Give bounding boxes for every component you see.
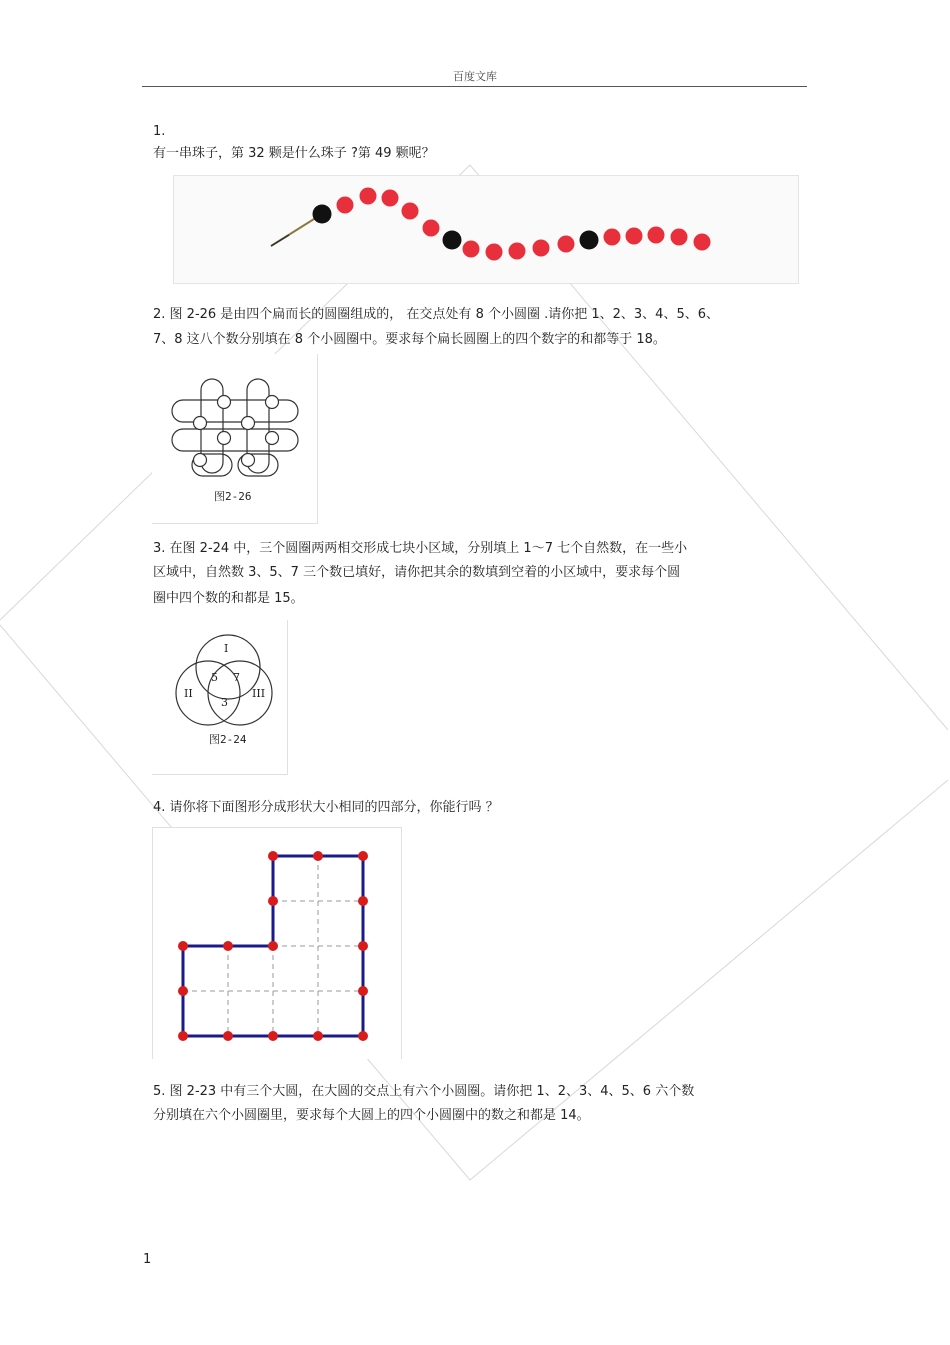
- circle-label-i: I: [224, 642, 229, 655]
- bead-red: [671, 229, 688, 246]
- q1-number: 1.: [153, 124, 166, 139]
- circle-label-iii: III: [252, 687, 266, 700]
- q2-line-2: 7、8 这八个数分别填在 8 个小圆圈中。要求每个扁长圆圈上的四个数字的和都等于 18。: [153, 332, 666, 347]
- bead-red: [463, 241, 480, 258]
- header-divider: [142, 86, 807, 87]
- q3-line-1: 3. 在图 2-24 中，三个圆圈两两相交形成七块小区域，分别填上 1～7 七个自然数，在一些小: [153, 541, 688, 556]
- bead-red: [626, 228, 643, 245]
- figure-2-26: [152, 354, 318, 524]
- bead-red: [402, 203, 419, 220]
- bead-red: [509, 243, 526, 260]
- q3-line-2: 区域中，自然数 3、5、7 三个数已填好，请你把其余的数填到空着的小区域中，要求每个圆: [153, 565, 681, 580]
- bead-red: [423, 220, 440, 237]
- bead-red: [558, 236, 575, 253]
- bead-red: [337, 197, 354, 214]
- figure-2-24-svg: [152, 620, 287, 774]
- circle-label-ii: II: [184, 687, 193, 700]
- l-shape-svg: [153, 828, 401, 1059]
- q3-line-3: 圈中四个数的和都是 15。: [153, 591, 304, 606]
- figure-2-24: [152, 620, 288, 775]
- bead-black-1: [313, 205, 332, 224]
- bead-string-svg: [174, 176, 798, 283]
- page-number: 1: [143, 1252, 152, 1267]
- q5-line-2: 分别填在六个小圆圈里，要求每个大圆上的四个小圆圈中的数之和都是 14。: [153, 1108, 590, 1123]
- bead-string-figure: [173, 175, 799, 284]
- region-value-5: 5: [211, 671, 218, 684]
- figure-2-26-caption: 图2-26: [214, 490, 252, 503]
- figure-2-24-caption: 图2-24: [209, 733, 247, 746]
- header-title: 百度文库: [453, 70, 497, 83]
- l-shape-figure: [152, 827, 402, 1059]
- bead-red: [648, 227, 665, 244]
- q5-line-1: 5. 图 2-23 中有三个大圆，在大圆的交点上有六个小圆圈。请你把 1、2、3、4、5、6 六个数: [153, 1084, 695, 1099]
- bead-red: [694, 234, 711, 251]
- q4-line-1: 4. 请你将下面图形分成形状大小相同的四部分，你能行吗 ？: [153, 800, 499, 815]
- bead-red: [360, 188, 377, 205]
- region-value-7: 7: [233, 671, 240, 684]
- region-value-3: 3: [221, 696, 228, 709]
- bead-red: [604, 229, 621, 246]
- bead-red: [486, 244, 503, 261]
- bead-black-2: [443, 231, 462, 250]
- q2-line-1: 2. 图 2-26 是由四个扁而长的圆圈组成的， 在交点处有 8 个小圆圈 .请你把 1、2、3、4、5、6、: [153, 307, 719, 322]
- bead-black-3: [580, 231, 599, 250]
- figure-2-26-svg: [152, 354, 317, 523]
- q1-text: 有一串珠子，第 32 颗是什么珠子 ?第 49 颗呢？: [153, 146, 435, 161]
- bead-red: [533, 240, 550, 257]
- bead-red: [382, 190, 399, 207]
